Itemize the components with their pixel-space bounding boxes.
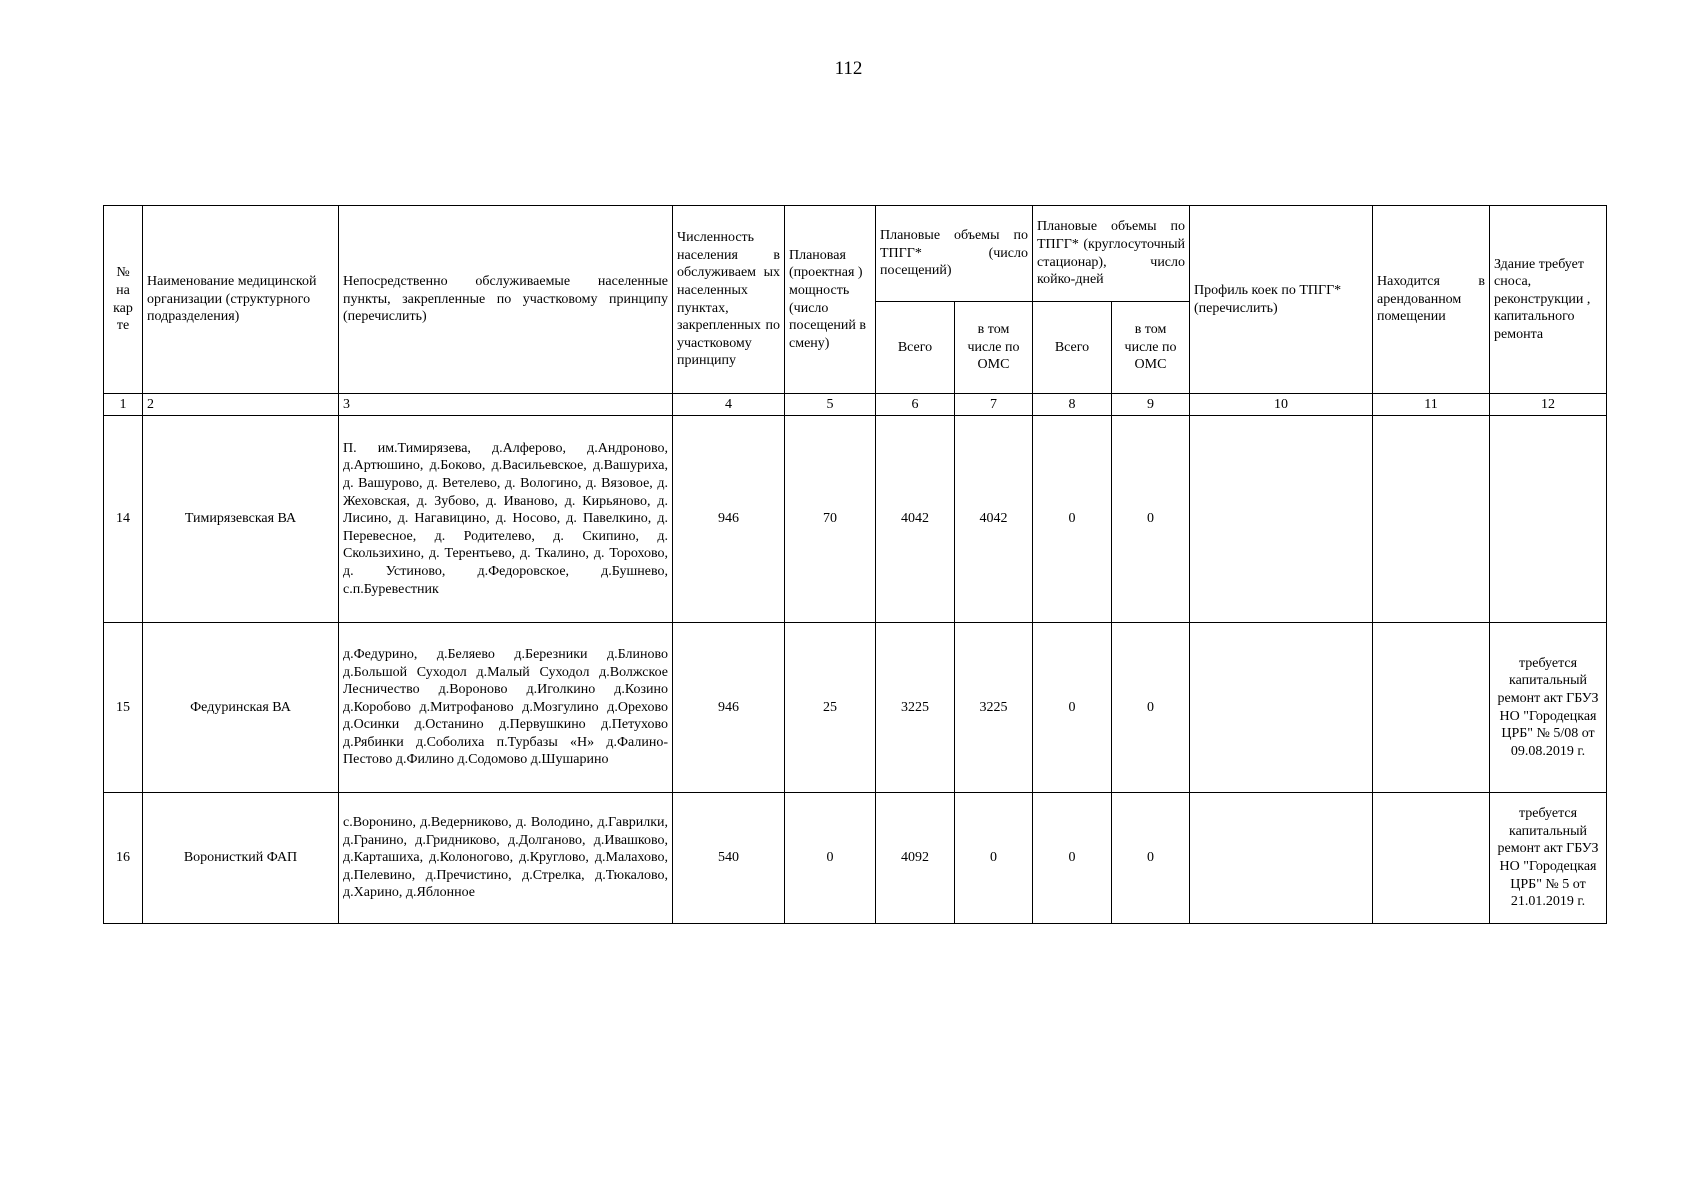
- table-row: [104, 623, 1607, 793]
- bed-profile-value: [1190, 416, 1373, 623]
- row-number: 16: [104, 793, 143, 924]
- column-number-12: 12: [1490, 394, 1607, 416]
- capacity-value: 0: [785, 793, 876, 924]
- column-number-3: 3: [339, 394, 673, 416]
- row-number: 14: [104, 416, 143, 623]
- column-number-6: 6: [876, 394, 955, 416]
- population-value: 946: [673, 416, 785, 623]
- settlements-list: с.Воронино, д.Ведерниково, д. Володино, д.Гаврилки, д.Гранино, д.Гридниково, д.Долганово, д.Ивашково, д.Карташиха, д.Колоногово, д.Круглово, д.Малахово, д.Пелевино, д.Пречистино, д.Стрелка, д.Тюкалово, д.Харино, д.Яблонное: [339, 793, 673, 924]
- rented-value: [1373, 793, 1490, 924]
- row-number: 15: [104, 623, 143, 793]
- beds-total-value: 0: [1033, 793, 1112, 924]
- table-row: [104, 793, 1607, 924]
- header-col-beds-group: Плановые объемы по ТПГГ* (круглосуточный стационар), число койко-дней: [1033, 206, 1190, 302]
- beds-total-value: 0: [1033, 416, 1112, 623]
- header-col-bed-profile: Профиль коек по ТПГГ* (перечислить): [1190, 206, 1373, 394]
- column-number-1: 1: [104, 394, 143, 416]
- header-col-beds-total: Всего: [1033, 302, 1112, 394]
- organization-name: Тимирязевская ВА: [143, 416, 339, 623]
- column-number-2: 2: [143, 394, 339, 416]
- organization-name: Воронисткий ФАП: [143, 793, 339, 924]
- header-col-building: Здание требует сноса, реконструкции , капитального ремонта: [1490, 206, 1607, 394]
- column-number-10: 10: [1190, 394, 1373, 416]
- column-number-5: 5: [785, 394, 876, 416]
- visits-total-value: 3225: [876, 623, 955, 793]
- header-col-visits-total: Всего: [876, 302, 955, 394]
- header-col-settlements: Непосредственно обслуживаемые населенные пункты, закрепленные по участковому принципу (перечислить): [339, 206, 673, 394]
- visits-oms-value: 0: [955, 793, 1033, 924]
- header-col-number: № на кар те: [104, 206, 143, 394]
- column-number-8: 8: [1033, 394, 1112, 416]
- beds-oms-value: 0: [1112, 416, 1190, 623]
- bed-profile-value: [1190, 623, 1373, 793]
- header-col-visits-group: Плановые объемы по ТПГГ* (число посещений): [876, 206, 1033, 302]
- header-col-visits-oms: в том числе по ОМС: [955, 302, 1033, 394]
- header-col-capacity: Плановая (проектная ) мощность (число посещений в смену): [785, 206, 876, 394]
- header-row-1: [104, 206, 1607, 302]
- visits-oms-value: 3225: [955, 623, 1033, 793]
- rented-value: [1373, 416, 1490, 623]
- header-col-beds-oms: в том числе по ОМС: [1112, 302, 1190, 394]
- column-number-11: 11: [1373, 394, 1490, 416]
- beds-oms-value: 0: [1112, 623, 1190, 793]
- beds-oms-value: 0: [1112, 793, 1190, 924]
- column-number-9: 9: [1112, 394, 1190, 416]
- building-value: требуется капитальный ремонт акт ГБУЗ НО "Городецкая ЦРБ" № 5/08 от 09.08.2019 г.: [1490, 623, 1607, 793]
- capacity-value: 25: [785, 623, 876, 793]
- capacity-value: 70: [785, 416, 876, 623]
- visits-oms-value: 4042: [955, 416, 1033, 623]
- header-col-rented: Находится в арендованном помещении: [1373, 206, 1490, 394]
- beds-total-value: 0: [1033, 623, 1112, 793]
- visits-total-value: 4092: [876, 793, 955, 924]
- population-value: 540: [673, 793, 785, 924]
- bed-profile-value: [1190, 793, 1373, 924]
- medical-organizations-table: [103, 205, 1607, 924]
- settlements-list: д.Федурино, д.Беляево д.Березники д.Блиново д.Большой Суходол д.Малый Суходол д.Волжское Лесничество д.Вороново д.Иголкино д.Козино д.Коробово д.Митрофаново д.Мозгулино д.Орехово д.Осинки д.Останино д.Первушкино д.Петухово д.Рябинки д.Соболиха п.Турбазы «Н» д.Фалино-Пестово д.Филино д.Содомово д.Шушарино: [339, 623, 673, 793]
- header-col-organization: Наименование медицинской организации (структурного подразделения): [143, 206, 339, 394]
- column-numbers-row: [104, 394, 1607, 416]
- organization-name: Федуринская ВА: [143, 623, 339, 793]
- building-value: требуется капитальный ремонт акт ГБУЗ НО "Городецкая ЦРБ" № 5 от 21.01.2019 г.: [1490, 793, 1607, 924]
- population-value: 946: [673, 623, 785, 793]
- header-col-population: Численность населения в обслуживаем ых населенных пунктах, закрепленных по участковому принципу: [673, 206, 785, 394]
- visits-total-value: 4042: [876, 416, 955, 623]
- rented-value: [1373, 623, 1490, 793]
- building-value: [1490, 416, 1607, 623]
- page-number: 112: [834, 58, 863, 79]
- settlements-list: П. им.Тимирязева, д.Алферово, д.Андроново, д.Артюшино, д.Боково, д.Васильевское, д.Вашуриха, д. Вашурово, д. Ветелево, д. Вологино, д. Вязовое, д. Жеховская, д. Зубово, д. Иваново, д. Кирьяново, д. Лисино, д. Нагавицино, д. Носово, д. Павелкино, д. Перевесное, д. Родителево, д. Скипино, д. Скользихино, д. Терентьево, д. Ткалино, д. Торохово, д. Устиново, д.Федоровское, д.Бушнево, с.п.Буревестник: [339, 416, 673, 623]
- column-number-7: 7: [955, 394, 1033, 416]
- column-number-4: 4: [673, 394, 785, 416]
- table-row: [104, 416, 1607, 623]
